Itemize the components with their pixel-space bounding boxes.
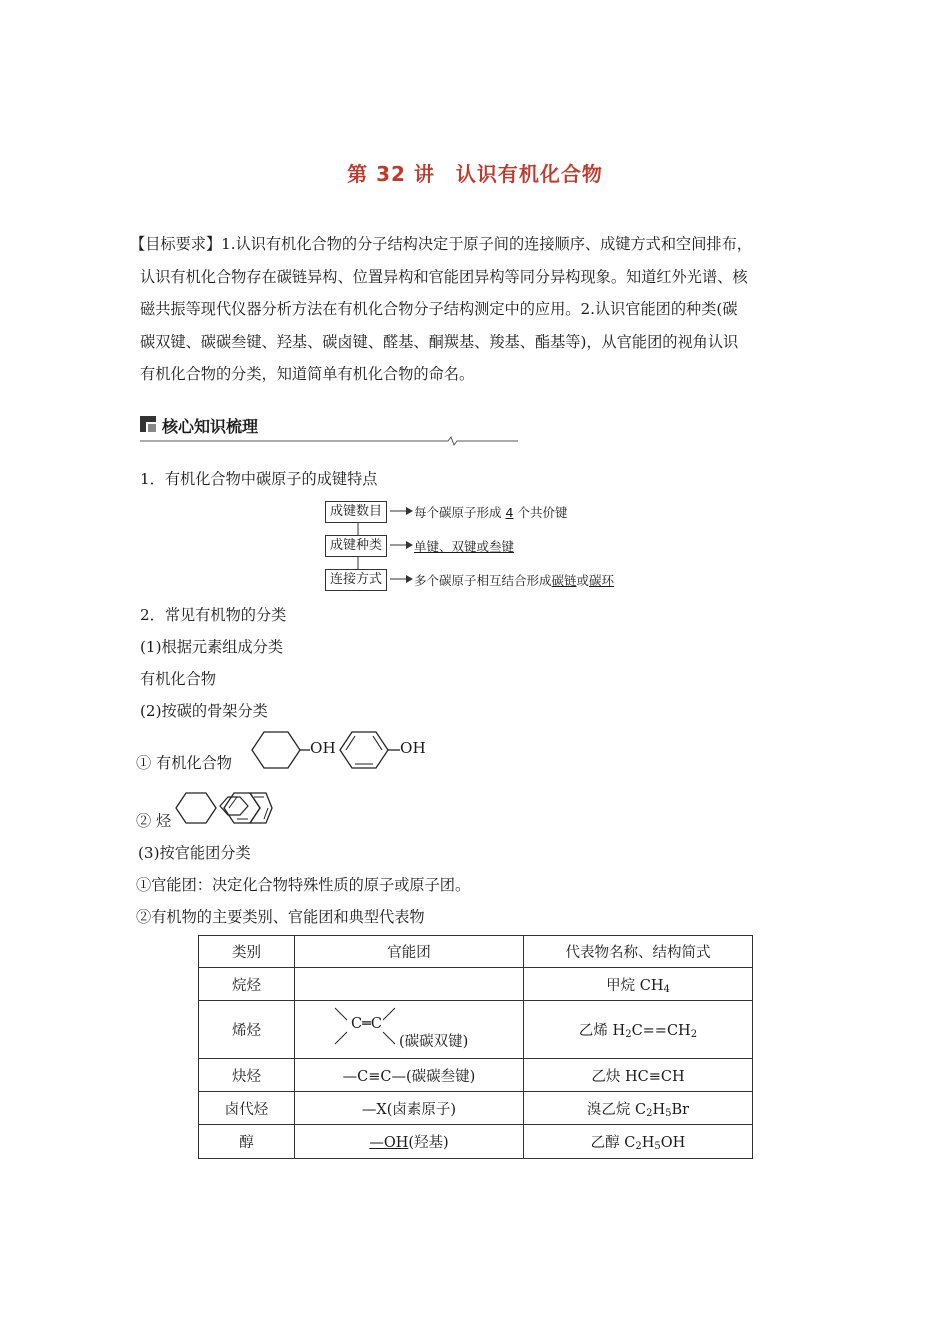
oh-label-2: OH <box>400 739 426 757</box>
alkene-formula: C═C <box>351 1015 382 1032</box>
item-2-2-a: ① 有机化合物 <box>136 754 232 772</box>
item-2-1-a: 有机化合物 <box>140 670 216 688</box>
flow-text-connection: 多个碳原子相互结合形成碳链或碳环 <box>414 573 615 588</box>
table-row <box>199 968 753 1001</box>
item-2-3-b: ②有机物的主要类别、官能团和典型代表物 <box>136 908 425 926</box>
table-row <box>199 1125 753 1159</box>
objectives-tag: 【目标要求】 <box>130 235 222 253</box>
cell-functional-group: —C≡C—(碳碳叁键) <box>295 1059 524 1092</box>
item-2-2: (2)按碳的骨架分类 <box>140 702 268 720</box>
cell-representative: 乙醇 $C_2H_5OH$ <box>524 1125 753 1159</box>
objectives-line-1: 【目标要求】1.认识有机化合物的分子结构决定于原子间的连接顺序、成键方式和空间排布， <box>130 235 752 253</box>
flow-connectors <box>318 498 418 598</box>
cell-category: 烯烃 <box>199 1001 295 1059</box>
hydrocarbon-structures <box>172 788 282 828</box>
flow-box-connection: 连接方式 <box>325 569 387 591</box>
cell-category: 卤代烃 <box>199 1092 295 1125</box>
flow-box-bond-type: 成键种类 <box>325 535 387 557</box>
objectives-line-4: 碳双键、碳碳叁键、羟基、碳卤键、醛基、酮羰基、羧基、酯基等)，从官能团的视角认识 <box>140 332 739 351</box>
table-row <box>199 1092 753 1125</box>
objectives-line-3: 磁共振等现代仪器分析方法在有机化合物分子结构测定中的应用。2.认识官能团的种类(碳 <box>140 300 738 318</box>
header-category: 类别 <box>199 936 295 968</box>
item-2-3: (3)按官能团分类 <box>138 844 251 862</box>
cell-functional-group <box>295 968 524 1001</box>
objectives-line-5: 有机化合物的分类，知道简单有机化合物的命名。 <box>140 365 475 383</box>
item-2-2-b: ② 烃 <box>136 812 172 830</box>
item-2: 2．常见有机物的分类 <box>140 606 287 624</box>
cell-representative: 乙烯 $H_2C==CH_2$ <box>524 1001 753 1059</box>
oh-label-1: OH <box>310 739 336 757</box>
header-representative: 代表物名称、结构简式 <box>524 936 753 968</box>
cell-representative: 溴乙烷 $C_2H_5Br$ <box>524 1092 753 1125</box>
section-divider <box>140 434 520 448</box>
alkene-group-label: (碳碳双键) <box>399 1033 469 1050</box>
header-functional-group: 官能团 <box>295 936 524 968</box>
page-title: 第 32 讲 认识有机化合物 <box>347 162 603 186</box>
cell-functional-group <box>295 1001 524 1059</box>
objectives-line-2: 认识有机化合物存在碳链异构、位置异构和官能团异构等同分异构现象。知道红外光谱、核 <box>140 267 748 286</box>
cell-functional-group: —OH(羟基) <box>295 1125 524 1159</box>
cell-functional-group: —X(卤素原子) <box>295 1092 524 1125</box>
cell-category: 烷烃 <box>199 968 295 1001</box>
section-square-icon-core <box>148 424 156 432</box>
cell-representative: 乙炔 HC≡CH <box>524 1059 753 1092</box>
cell-category: 炔烃 <box>199 1059 295 1092</box>
functional-group-table <box>198 935 753 1159</box>
table-header-row <box>199 936 753 968</box>
cell-category: 醇 <box>199 1125 295 1159</box>
section-title: 核心知识梳理 <box>162 417 259 436</box>
flow-box-bond-count: 成键数目 <box>325 501 387 523</box>
item-1: 1．有机化合物中碳原子的成键特点 <box>140 470 378 488</box>
cell-representative: 甲烷 $CH_4$ <box>524 968 753 1001</box>
objectives-block <box>130 228 820 391</box>
item-2-3-a: ①官能团：决定化合物特殊性质的原子或原子团。 <box>136 876 471 894</box>
table-row <box>199 1059 753 1092</box>
table-row <box>199 1001 753 1059</box>
flow-text-bond-count: 每个碳原子形成 4 个共价键 <box>414 505 568 520</box>
flow-text-bond-type: 单键、双键或叁键 <box>414 539 515 554</box>
item-2-1: (1)根据元素组成分类 <box>140 638 284 656</box>
